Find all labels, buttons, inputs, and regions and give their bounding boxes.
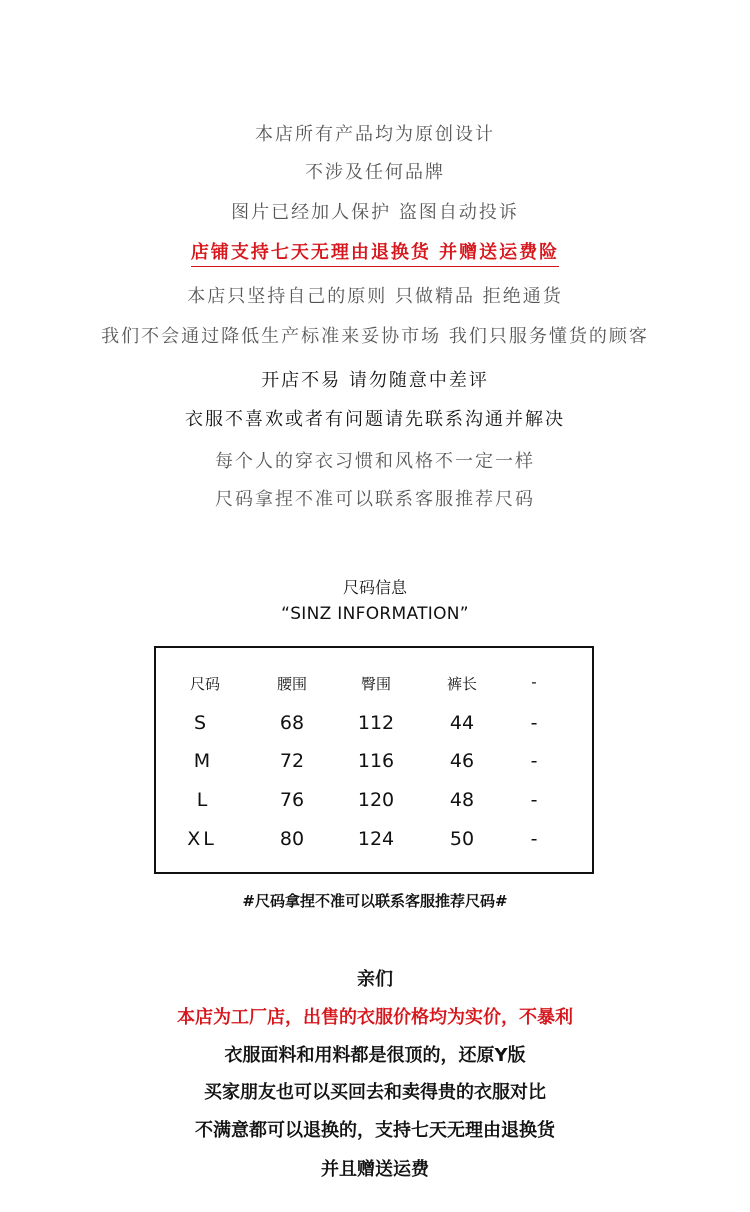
size-row-m-extra: - (530, 750, 538, 772)
size-row-s-waist: 68 (279, 712, 305, 734)
notice-style-differs: 每个人的穿衣习惯和风格不一定一样 (215, 451, 535, 472)
size-row-xl-length: 50 (449, 828, 475, 850)
notice-size-advice: 尺码拿捏不准可以联系客服推荐尺码 (215, 489, 535, 510)
size-row-l-extra: - (530, 789, 538, 811)
size-row-xl-hip: 124 (357, 828, 395, 850)
size-header-size: 尺码 (189, 675, 220, 693)
size-row-l-length: 48 (449, 789, 475, 811)
notice-quality-standard: 我们不会通过降低生产标准来妥协市场 我们只服务懂货的顾客 (101, 326, 649, 347)
size-row-xl-extra: - (530, 828, 538, 850)
notice-no-bad-review: 开店不易 请勿随意中差评 (261, 370, 489, 391)
size-header-length: 裤长 (446, 675, 477, 693)
size-info-subtitle: “SINZ INFORMATION” (281, 604, 469, 624)
size-row-m-length: 46 (449, 750, 475, 772)
size-row-s-length: 44 (449, 712, 475, 734)
size-row-s-extra: - (530, 712, 538, 734)
closing-free-shipping: 并且赠送运费 (321, 1159, 429, 1180)
size-table (154, 646, 594, 874)
closing-returns: 不满意都可以退换的，支持七天无理由退换货 (195, 1120, 555, 1141)
size-header-hip: 臀围 (360, 675, 391, 693)
notice-image-protection: 图片已经加人保护 盗图自动投诉 (231, 202, 519, 223)
size-row-l-hip: 120 (357, 789, 395, 811)
size-row-s-hip: 112 (357, 712, 395, 734)
size-note: #尺码拿捏不准可以联系客服推荐尺码# (242, 892, 508, 910)
size-header-extra: - (531, 673, 537, 691)
size-row-xl-waist: 80 (279, 828, 305, 850)
size-header-waist: 腰围 (276, 675, 307, 693)
notice-no-brand: 不涉及任何品牌 (305, 162, 445, 183)
notice-return-policy (0, 238, 750, 267)
size-info-title: 尺码信息 (342, 578, 407, 597)
closing-compare: 买家朋友也可以买回去和卖得贵的衣服对比 (204, 1082, 546, 1103)
size-row-m-size: M (193, 750, 211, 772)
closing-factory-price: 本店为工厂店，出售的衣服价格均为实价，不暴利 (177, 1007, 573, 1028)
size-row-l-size: L (196, 789, 208, 811)
size-row-l-waist: 76 (279, 789, 305, 811)
size-row-xl-size: XL (187, 828, 217, 850)
closing-greeting: 亲们 (357, 969, 393, 990)
size-row-m-waist: 72 (279, 750, 305, 772)
size-row-m-hip: 116 (357, 750, 395, 772)
size-row-s-size: S (193, 712, 207, 734)
notice-return-policy-text: 店铺支持七天无理由退换货 并赠送运费险 (191, 238, 559, 267)
notice-original-design: 本店所有产品均为原创设计 (255, 124, 495, 145)
notice-contact-first: 衣服不喜欢或者有问题请先联系沟通并解决 (185, 409, 565, 430)
notice-principles: 本店只坚持自己的原则 只做精品 拒绝通货 (187, 286, 563, 307)
closing-fabric-quality: 衣服面料和用料都是很顶的，还原Y版 (224, 1045, 526, 1066)
